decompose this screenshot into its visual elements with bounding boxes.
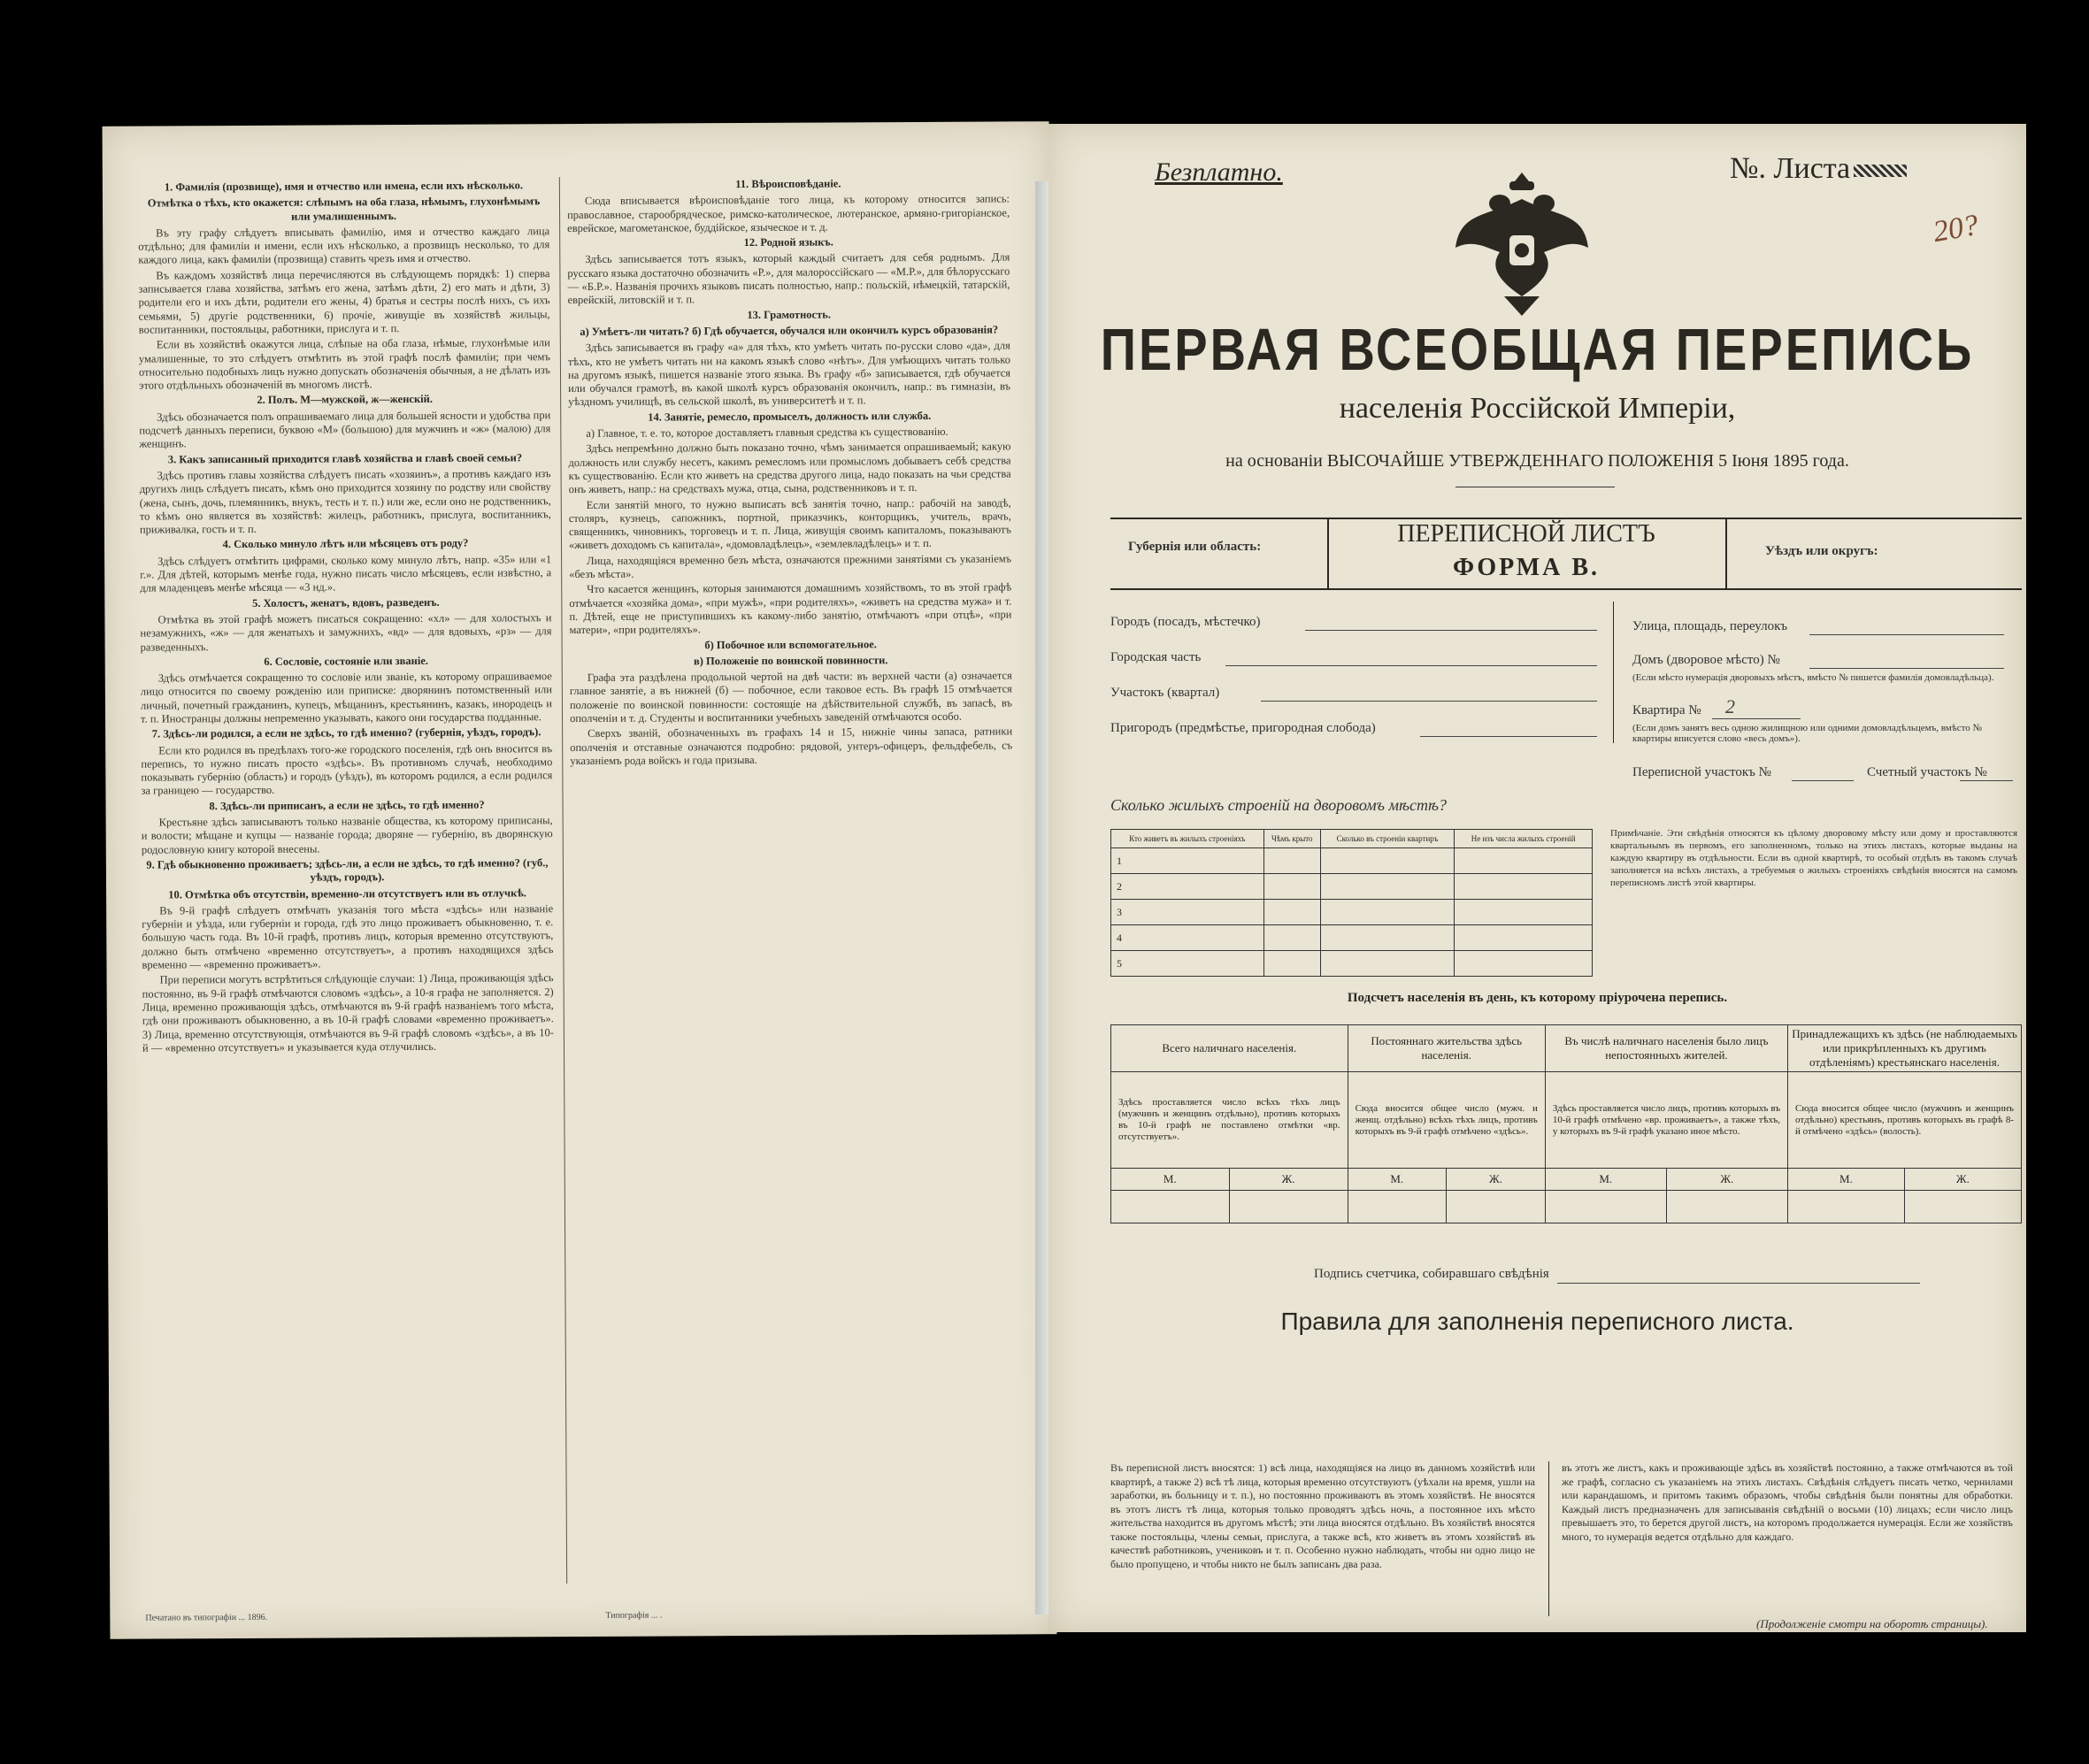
street-field <box>1809 634 2004 635</box>
population-table-header: Постояннаго жительства здѣсь населенія. <box>1348 1025 1545 1072</box>
section-heading: 8. Здѣсь-ли приписанъ, а если не здѣсь, то гдѣ именно? <box>209 798 485 812</box>
sheet-number <box>1730 152 1907 186</box>
buildings-table-cell <box>1320 848 1455 874</box>
form-vline-right <box>1725 518 1727 588</box>
section-heading: 9. Гдѣ обыкновенно проживаетъ; здѣсь-ли, а если не здѣсь, то гдѣ именно? (губ., уѣздъ, городъ). <box>146 856 549 884</box>
form-title: ПЕРЕПИСНОЙ ЛИСТЪ <box>1397 520 1655 548</box>
section-heading: 10. Отмѣтка объ отсутствіи, временно-ли отсутствуетъ или въ отлучкѣ. <box>168 886 526 901</box>
population-table-description: Здѣсь проставляется число всѣхъ тѣхъ лицъ (мужчинъ и женщинъ отдѣльно), противъ которыхъ въ 10-й графѣ не поставлено отмѣтки «вр. отсутствуетъ». <box>1111 1072 1348 1169</box>
apartment-note: (Если домъ занятъ весь одною жилищною или одними домовладѣльцемъ, вмѣсто № квартиры вписуется слово «весь домъ»). <box>1632 723 1983 744</box>
paragraph: Въ эту графу слѣдуетъ вписывать фамилію, имя и отчество каждаго лица отдѣльно; для фамиліи и имени, если ихъ нѣсколько, а прозвищъ несколько, то для каждого лица, какъ фамиліи (прозвища) ставить чрезъ имя и отчество. <box>138 225 550 267</box>
paragraph: Лица, находящіяся временно безъ мѣста, означаются прежними занятіями съ указаніемъ «безъ мѣста». <box>569 552 1012 581</box>
apartment-label: Квартира № <box>1632 703 1701 717</box>
house-label: Домъ (дворовое мѣсто) № <box>1632 653 1780 667</box>
suburb-label: Пригородъ (предмѣстье, пригородная слобода) <box>1110 721 1376 735</box>
section-heading: в) Положеніе по воинской повинности. <box>693 653 888 668</box>
rules-divider <box>1548 1461 1549 1616</box>
buildings-table-cell: 2 <box>1111 874 1264 900</box>
paragraph: Если занятій много, то нужно выписать всѣ занятія точно, напр.: рабочій на заводѣ, столяръ, кузнецъ, сапожникъ, портной, приказчикъ, конторщикъ, учитель, врачъ, священникъ, чиновникъ, торговецъ и т. п. Лица, живущія своимъ капиталомъ, показываютъ «живетъ доходомъ съ капитала», «домовладѣлецъ», «землевладѣлецъ» и т. п. <box>568 495 1011 552</box>
population-heading: Подсчетъ населенія въ день, къ которому пріурочена перепись. <box>1347 991 1728 1005</box>
paragraph: Здѣсь отмѣчается сокращенно то сословіе или званіе, къ которому опрашиваемое лицо относится по своему рожденію или приписке: дворянинъ потомственный или личный, почетный гражданинъ, купецъ, мѣщанинъ, крестьянинъ, казакъ, инородецъ и т. п. Иностранцы должны непременно указывать, какого они государства подданные. <box>140 670 552 725</box>
female-column-label: Ж. <box>1666 1169 1787 1191</box>
section-heading: 5. Холостъ, женатъ, вдовъ, разведенъ. <box>252 595 440 610</box>
buildings-table-cell <box>1455 925 1593 951</box>
section-heading: а) Умѣетъ-ли читать? б) Гдѣ обучается, обучался или окончилъ курсъ образованія? <box>580 323 999 338</box>
section-heading: 4. Сколько минуло лѣтъ или мѣсяцевъ отъ роду? <box>222 537 469 551</box>
buildings-table-cell <box>1320 951 1455 977</box>
column-divider <box>559 177 567 1584</box>
population-count-cell <box>1788 1191 1905 1223</box>
population-table <box>1110 1024 2022 1223</box>
buildings-table <box>1110 829 1593 977</box>
population-table-description: Здѣсь проставляется число лицъ, противъ которыхъ въ 10-й графѣ отмѣчено «вр. проживаетъ», а также тѣхъ, у которыхъ въ 9-й графѣ указано иное мѣсто. <box>1545 1072 1787 1169</box>
population-count-cell <box>1348 1191 1446 1223</box>
population-count-cell <box>1111 1191 1230 1223</box>
paragraph: Если въ хозяйствѣ окажутся лица, слѣпые на оба глаза, нѣмые, глухонѣмые или умалишенные, то это слѣдуетъ отмѣтить въ этой графѣ послѣ фамиліи; при чемъ относительно подобныхъ лицъ нужно допускать обозначенія обычныя, а не дѣлать изъ этого отдѣльныхъ обозначеній въ многомъ листѣ. <box>138 336 551 392</box>
section-heading: 12. Родной языкъ. <box>743 235 833 249</box>
buildings-table-cell: 5 <box>1111 951 1264 977</box>
signature-field <box>1557 1283 1920 1284</box>
population-count-cell <box>1666 1191 1787 1223</box>
form-header-bottom-line <box>1110 588 2022 590</box>
address-divider <box>1613 602 1614 743</box>
paragraph: а) Главное, т. е. то, которое доставляетъ главныя средства къ существованію. <box>586 425 948 441</box>
apartment-value: 2 <box>1725 695 1735 717</box>
buildings-table-cell <box>1455 900 1593 925</box>
imprint-left: Печатано въ типографіи ... 1896. <box>145 1612 268 1623</box>
rules-column-2: въ этотъ же листъ, какъ и проживающіе здѣсь въ хозяйствѣ постоянно, а также отмѣчаются въ той же графѣ, согласно съ указаніемъ на этихъ листахъ. Свѣдѣнія слѣдуетъ писать четко, чернилами или карандашомъ, и притомъ такимъ образомъ, чтобы свѣдѣнія были понятны для обработки. Каждый листъ предназначенъ для записыванія свѣдѣній о восьми (10) лицахъ; если число лицъ превышаетъ это, то берется другой листъ, на которомъ продолжается нумерація. Если же хозяйствъ много, то нумерація ведется отдѣльно для каждаго. <box>1562 1461 2013 1543</box>
section-heading: б) Побочное или вспомогательное. <box>704 637 877 651</box>
male-column-label: М. <box>1545 1169 1666 1191</box>
section-heading: Отмѣтка о тѣхъ, кто окажется: слѣпымъ на оба глаза, нѣмымъ, глухонѣмымъ или умалишеннымъ. <box>147 195 541 223</box>
left-page <box>103 121 1057 1639</box>
section-heading: 3. Какъ записанный приходится главѣ хозяйства и главѣ своей семьи? <box>167 450 523 466</box>
left-page-column-1 <box>138 177 557 1594</box>
buildings-table-cell <box>1320 874 1455 900</box>
buildings-table-row <box>1111 951 1593 977</box>
section-heading: 11. Вѣроисповѣданіе. <box>735 177 841 191</box>
population-table-header: Въ числѣ наличнаго населенія было лицъ непостоянныхъ жителей. <box>1545 1025 1787 1072</box>
imperial-eagle-emblem <box>1451 164 1593 318</box>
house-field <box>1809 668 2004 669</box>
free-label: Безплатно. <box>1155 157 1283 187</box>
population-count-cell <box>1545 1191 1666 1223</box>
paragraph: Здѣсь противъ главы хозяйства слѣдуетъ писать «хозяинъ», а противъ каждаго изъ другихъ лицъ слѣдуетъ писать, кѣмъ оно приходится хозяину по родству или свойству (жена, сынъ, дочь, племянникъ, внукъ, тесть и т. п.) или же, если оно не родственникъ, то кѣмъ оно является въ хозяйствѣ: жилецъ, работникъ, прислуга, воспитанникъ, приживалка, гость и т. п. <box>139 467 551 536</box>
street-label: Улица, площадь, переулокъ <box>1632 619 1788 633</box>
paragraph: Въ 9-й графѣ слѣдуетъ отмѣчать указанія того мѣста «здѣсь» или названіе губерніи и уѣзда, или губерніи и города, гдѣ это лицо проживаетъ обыкновенно, т. е. большую часть года. Въ 10-й графѣ, противъ лицъ, которыя временно отсутствуютъ, должно быть отмѣчено «временно отсутствуетъ», а противъ находящихся здѣсь временно — «временно проживаетъ». <box>142 902 554 971</box>
crossed-out-mark <box>1854 165 1907 177</box>
buildings-table-cell <box>1455 951 1593 977</box>
census-district-label: Переписной участокъ № <box>1632 765 1771 779</box>
apartment-field <box>1712 718 1801 719</box>
legal-basis: на основаніи ВЫСОЧАЙШЕ УТВЕРЖДЕННАГО ПОЛОЖЕНІЯ 5 Іюня 1895 года. <box>1225 451 1849 471</box>
buildings-table-cell: 1 <box>1111 848 1264 874</box>
buildings-question: Сколько жилыхъ строеній на дворовомъ мѣстѣ? <box>1110 796 1447 814</box>
rules-title: Правила для заполненія переписного листа. <box>1280 1308 1794 1335</box>
signature-label: Подпись счетчика, собиравшаго свѣдѣнія <box>1314 1267 1549 1281</box>
buildings-table-cell <box>1263 925 1320 951</box>
population-count-cell <box>1904 1191 2021 1223</box>
count-district-label: Счетный участокъ № <box>1867 765 1987 779</box>
main-title: ПЕРВАЯ ВСЕОБЩАЯ ПЕРЕПИСЬ <box>1100 315 1975 383</box>
buildings-table-row <box>1111 848 1593 874</box>
paragraph: При переписи могутъ встрѣтиться слѣдующіе случаи: 1) Лица, проживающія здѣсь постоянно, въ 9-й графѣ отмѣчаются словомъ «здѣсь», а 10-я графа не заполняется. 2) Лица, временно проживающія здѣсь, отмѣчаются въ 9-й графѣ названіемъ того мѣста, гдѣ они проживаютъ обыкновенно, а въ 10-й графѣ словами «временно проживаетъ». 3) Лица, временно отсутствующія, отмѣчаются въ 9-й графѣ словомъ «здѣсь», а въ 10-й — «временно отсутствуетъ» и указывается куда отлучились. <box>142 971 554 1055</box>
paragraph: Графа эта раздѣлена продольной чертой на двѣ части: въ верхней части (а) означается главное занятіе, а въ нижней (б) — побочное, если таковое есть. Въ графѣ 15 отмѣчается положеніе по воинской повинности: состоящіе на дѣйствительной службѣ, въ запасѣ, въ ополченіи и т. д. Студенты и воспитанники учебныхъ заведеній отмѣчаются особо. <box>569 669 1012 725</box>
paragraph: Здѣсь слѣдуетъ отмѣтить цифрами, сколько кому минуло лѣтъ, напр. «35» или «1 г.». Для дѣтей, которымъ менѣе года, нужно писать число мѣсяцевъ, если извѣстно, а для младенцевъ менѣе мѣсяца — «3 нд.». <box>140 552 552 594</box>
population-count-cell <box>1447 1191 1546 1223</box>
paragraph: Что касается женщинъ, которыя занимаются домашнимъ хозяйствомъ, то въ этой графѣ отмѣчается «хозяйка дома», «при мужѣ», «при родителяхъ», «живетъ на средства мужа» и т. п. Дѣтей, еще не приступившихъ къ какому-либо занятію, отмѣчаютъ «при отцѣ», «при матери», «при родителяхъ». <box>569 580 1012 637</box>
paragraph: Въ каждомъ хозяйствѣ лица перечисляются въ слѣдующемъ порядкѣ: 1) сперва записывается глава хозяйства, затѣмъ его жена, затѣмъ дѣти, 2) его мать и дѣти, 3) родители его и ихъ дѣти, родители его жены, 4) братья и сестры послѣ нихъ, съ ихъ семьями, 5) другіе родственники, 6) прочіе, живущіе въ хозяйствѣ жильцы, воспитанники, постояльцы, работники, прислуга и т. п. <box>138 266 550 336</box>
paragraph: Здѣсь обозначается полъ опрашиваемаго лица для большей ясности и удобства при подсчетѣ данныхъ переписи, буквою «М» (большою) для мужчинъ и «ж» (малою) для женщинъ. <box>139 408 551 450</box>
female-column-label: Ж. <box>1447 1169 1546 1191</box>
buildings-table-cell <box>1263 951 1320 977</box>
buildings-table-cell <box>1263 874 1320 900</box>
paragraph: Если кто родился въ предѣлахъ того-же городского поселенія, гдѣ онъ вносится въ перепись, то нужно писать просто «здѣсь». Въ противномъ случаѣ, необходимо показывать губернію (область) и городъ (уѣздъ), въ которомъ родился, а если родился за границею — государство. <box>141 741 553 798</box>
section-heading: 14. Занятіе, ремесло, промыселъ, должность или служба. <box>648 409 932 424</box>
buildings-table-row <box>1111 874 1593 900</box>
suburb-field <box>1420 736 1597 737</box>
section-heading: 6. Сословіе, состояніе или званіе. <box>264 654 429 668</box>
buildings-table-cell <box>1263 848 1320 874</box>
population-table-header: Принадлежащихъ къ здѣсь (не наблюдаемыхъ или прикрѣпленныхъ къ другимъ отдѣленіямъ) крестьянскаго населенія. <box>1788 1025 2022 1072</box>
city-label: Городъ (посадъ, мѣстечко) <box>1110 615 1261 629</box>
population-table-description: Сюда вносится общее число (мужч. и женщ. отдѣльно) всѣхъ тѣхъ лицъ, противъ которыхъ въ 9-й графѣ отмѣчено «здѣсь». <box>1348 1072 1545 1169</box>
left-page-column-2 <box>567 174 1017 1592</box>
precinct-field <box>1261 701 1597 702</box>
city-field <box>1305 630 1597 631</box>
rules-column-1: Въ переписной листъ вносятся: 1) всѣ лица, находящіяся на лицо въ данномъ хозяйствѣ или квартирѣ, а также 2) всѣ тѣ лица, которыя временно отсутствуютъ (уѣхали на время, ушли на заработки, въ больницу и т. п.), но постоянно проживаютъ въ этомъ хозяйствѣ. Не вносятся въ этотъ листъ тѣ лица, которыя только проводятъ здѣсь ночь, а постоянное ихъ мѣсто жительства находится въ другомъ мѣстѣ; эти лица вносятся отдѣльно. Въ хозяйствѣ вносятся также постояльцы, члены семьи, прислуга, а также всѣ, кто живетъ въ этомъ хозяйствѣ въ качествѣ работниковъ, учениковъ и т. п. Особенно нужно наблюдать, чтобы ни одно лицо не было пропущено, и чтобы никто не былъ записанъ два раза. <box>1110 1461 1535 1570</box>
buildings-table-row <box>1111 900 1593 925</box>
province-label: Губернія или область: <box>1128 540 1262 554</box>
buildings-table-row <box>1111 925 1593 951</box>
buildings-table-cell <box>1320 925 1455 951</box>
male-column-label: М. <box>1111 1169 1230 1191</box>
right-page <box>1048 124 2026 1632</box>
paragraph: Отмѣтка въ этой графѣ можетъ писаться сокращенно: «хл» — для холостыхъ и незамужнихъ, «ж» — для женатыхъ и замужнихъ, «вд» — для вдовыхъ, «рз» — для разведенныхъ. <box>140 611 552 654</box>
male-column-label: М. <box>1348 1169 1446 1191</box>
female-column-label: Ж. <box>1904 1169 2021 1191</box>
paragraph: Сюда вписывается вѣроисповѣданіе того лица, къ которому относится запись: православное, старообрядческое, римско-католическое, лютеранское, армяно-григоріанское, еврейское, магометанское, буддійское, языческое и т. д. <box>567 192 1010 234</box>
paragraph: Сверхъ званій, обозначенныхъ въ графахъ 14 и 15, нижніе чины запаса, ратники ополченія и отставные означаются подробно: рядовой, унтеръ-офицеръ, фельдфебель, съ указаніемъ рода войскъ и года призыва. <box>570 725 1013 767</box>
section-heading: 7. Здѣсь-ли родился, а если не здѣсь, то гдѣ именно? (губернія, уѣздъ, городъ). <box>151 725 541 740</box>
section-heading: 13. Грамотность. <box>747 308 831 321</box>
buildings-table-cell: 3 <box>1111 900 1264 925</box>
buildings-table-cell <box>1455 848 1593 874</box>
sheet-number-label: №. Листа <box>1730 152 1851 185</box>
female-column-label: Ж. <box>1229 1169 1348 1191</box>
city-part-field <box>1225 665 1597 666</box>
buildings-table-header: Сколько въ строеніи квартиръ <box>1320 830 1455 848</box>
buildings-table-cell <box>1455 874 1593 900</box>
population-table-header: Всего наличнаго населенія. <box>1111 1025 1348 1072</box>
paragraph: Здѣсь непремѣнно должно быть показано точно, чѣмъ занимается опрашиваемый; какую должность или службу несетъ, какимъ ремесломъ или промысломъ добываетъ себѣ средства къ существованію. Если кто живетъ на средства другого лица, надо показать на чьи средства онъ живетъ, напр.: на средствахъ мужа, отца, сына, родственниковъ и т. п. <box>568 440 1011 496</box>
buildings-table-header: Чѣмъ крыто <box>1263 830 1320 848</box>
paragraph: Здѣсь записывается тотъ языкъ, который каждый считаетъ для себя роднымъ. Для русскаго языка достаточно обозначить «Р.», для малороссійскаго — «М.Р.», для бѣлорусскаго — «Б.Р.». Названія прочихъ языковъ писать полностью, напр.: польскій, нѣмецкій, татарскій, еврейскій, литовскій и т. п. <box>567 250 1010 307</box>
population-table-description: Сюда вносится общее число (мужчинъ и женщинъ отдѣльно) крестьянъ, противъ которыхъ въ графѣ 8-й отмѣчено «здѣсь» (волость). <box>1788 1072 2022 1169</box>
form-letter: ФОРМА В. <box>1452 554 1601 581</box>
handwritten-number: 20? <box>1931 208 1981 249</box>
paragraph: Крестьяне здѣсь записываютъ только названіе общества, къ которому приписаны, и волости; мѣщане и купцы — названіе города; дворяне — губернію, въ дворянскую родословную книгу которой внесены. <box>141 814 553 856</box>
count-district-field <box>1960 780 2013 781</box>
district-label: Уѣздъ или округъ: <box>1765 544 1878 558</box>
buildings-table-cell <box>1320 900 1455 925</box>
paragraph: Здѣсь записывается въ графу «а» для тѣхъ, кто умѣетъ читать по-русски слово «да», для тѣхъ, кто не умѣетъ читать ни на какомъ языкѣ слово «нѣтъ». Для умѣющихъ читать только на другомъ языкѣ, пишется названіе этого языка. Въ графу «б» записывается, гдѣ обучается или обучался грамотѣ, въ какой школѣ курсъ образованія окончилъ, напр.: въ гимназіи, въ уѣздномъ училищѣ, въ сельской школѣ, въ университетѣ и т. п. <box>567 339 1011 409</box>
section-heading: 2. Полъ. М—мужской, ж—женскій. <box>257 393 434 407</box>
rules-continuation: (Продолженіе смотри на оборотѣ страницы). <box>1756 1617 1988 1630</box>
form-top-line <box>1110 518 2022 519</box>
buildings-table-cell: 4 <box>1111 925 1264 951</box>
buildings-table-cell <box>1263 900 1320 925</box>
imprint-right: Типографія ... . <box>605 1610 663 1621</box>
census-district-field <box>1792 780 1854 781</box>
buildings-table-header: Кто живетъ въ жилыхъ строеніяхъ <box>1111 830 1264 848</box>
subtitle: населенія Россійской Имперіи, <box>1339 392 1736 425</box>
city-part-label: Городская часть <box>1110 650 1202 664</box>
population-count-cell <box>1229 1191 1348 1223</box>
precinct-label: Участокъ (квартал) <box>1110 686 1220 700</box>
male-column-label: М. <box>1788 1169 1905 1191</box>
note: Примѣчаніе. Эти свѣдѣнія относятся къ цѣлому дворовому мѣсту или дому и проставляются квартальнымъ въ первомъ, его заполненномъ, только на этихъ листахъ, которые выданы на каждую квартиру въ отдѣльности. Если въ одной квартирѣ, то особый отдѣлъ въ такомъ случаѣ заполняется на всѣхъ листахъ, а требуемыя о жилыхъ строеніяхъ свѣдѣнія вносятся на самомъ переписномъ листѣ этой квартиры. <box>1610 828 2017 888</box>
section-heading: 1. Фамилія (прозвище), имя и отчество или имена, если ихъ нѣсколько. <box>164 179 524 194</box>
house-note: (Если мѣсто нумерація дворовыхъ мѣстъ, вмѣсто № пишется фамилія домовладѣльца). <box>1632 672 1994 683</box>
buildings-table-header: Не изъ числа жилыхъ строеній <box>1455 830 1593 848</box>
